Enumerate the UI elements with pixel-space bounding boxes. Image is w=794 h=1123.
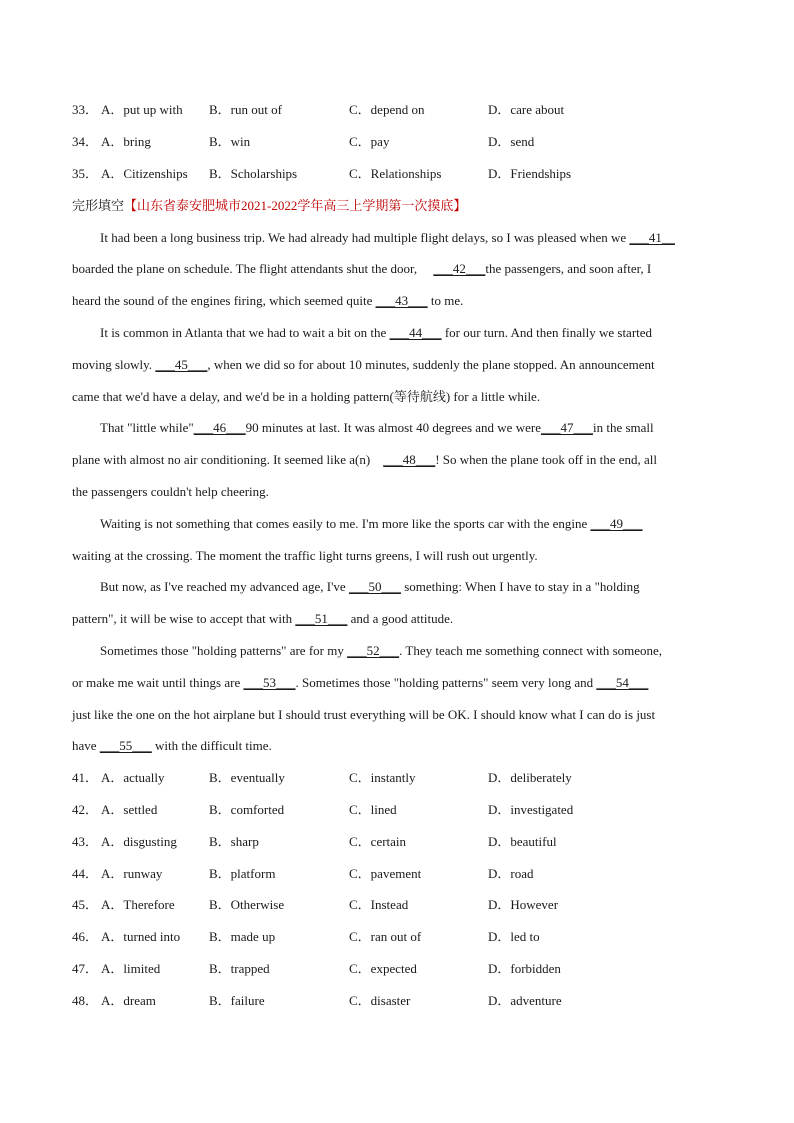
option-b: B．platform xyxy=(209,866,276,881)
blank-46: ___46___ xyxy=(193,420,246,435)
blank-53: ___53___ xyxy=(243,675,296,690)
option-c: C．Relationships xyxy=(349,166,442,181)
option-d: D．send xyxy=(488,134,535,149)
option-d: D．beautiful xyxy=(488,834,557,849)
blank-44: ___44___ xyxy=(389,325,442,340)
option-a: A．Therefore xyxy=(101,897,175,912)
passage-line: Sometimes those "holding patterns" are for my ___52___. They teach me something connect with someone, xyxy=(100,641,722,661)
option-b: B．eventually xyxy=(209,770,285,785)
blank-41: ___41__ xyxy=(629,230,675,245)
question-row-42 xyxy=(72,800,752,820)
option-a: A．dream xyxy=(101,993,156,1008)
option-c: C．expected xyxy=(349,961,417,976)
question-row-34 xyxy=(72,132,752,152)
passage-line: moving slowly. ___45___, when we did so for about 10 minutes, suddenly the plane stopped. An announcement xyxy=(72,355,722,375)
option-b: B．comforted xyxy=(209,802,285,817)
passage-line: boarded the plane on schedule. The flight attendants shut the door, ___42___the passengers, and soon after, I xyxy=(72,259,722,279)
option-c: C．Instead xyxy=(349,897,409,912)
section-source: 【山东省泰安肥城市2021-2022学年高三上学期第一次摸底】 xyxy=(124,198,467,213)
blank-54: ___54___ xyxy=(596,675,649,690)
option-b: B．Scholarships xyxy=(209,166,298,181)
question-number: 46． xyxy=(72,929,99,944)
option-a: A．turned into xyxy=(101,929,181,944)
blank-47: ___47___ xyxy=(540,420,593,435)
question-number: 35． xyxy=(72,166,99,181)
option-d: D．adventure xyxy=(488,993,562,1008)
question-row-45 xyxy=(72,895,752,915)
option-c: C．ran out of xyxy=(349,929,422,944)
section-heading xyxy=(72,196,466,216)
option-a: A．put up with xyxy=(101,102,183,117)
option-b: B．sharp xyxy=(209,834,259,849)
option-c: C．instantly xyxy=(349,770,416,785)
blank-49: ___49___ xyxy=(590,516,643,531)
passage-line: heard the sound of the engines firing, which seemed quite ___43___ to me. xyxy=(72,291,722,311)
option-d: D．forbidden xyxy=(488,961,561,976)
option-a: A．disgusting xyxy=(101,834,177,849)
option-c: C．lined xyxy=(349,802,397,817)
option-d: D．led to xyxy=(488,929,540,944)
option-d: D．road xyxy=(488,866,534,881)
question-number: 42． xyxy=(72,802,99,817)
option-d: D．However xyxy=(488,897,559,912)
question-number: 45． xyxy=(72,897,99,912)
passage-line: came that we'd have a delay, and we'd be in a holding pattern(等待航线) for a little while. xyxy=(72,389,541,404)
option-d: D．investigated xyxy=(488,802,574,817)
passage-line: pattern", it will be wise to accept that with ___51___ and a good attitude. xyxy=(72,609,722,629)
passage-line: That "little while"___46___90 minutes at last. It was almost 40 degrees and we were___47___in the small xyxy=(100,418,722,438)
option-c: C．certain xyxy=(349,834,407,849)
option-c: C．disaster xyxy=(349,993,411,1008)
option-a: A．bring xyxy=(101,134,151,149)
option-b: B．made up xyxy=(209,929,276,944)
option-c: C．pay xyxy=(349,134,390,149)
question-row-43 xyxy=(72,832,752,852)
option-b: B．Otherwise xyxy=(209,897,285,912)
question-number: 44． xyxy=(72,866,99,881)
blank-48: ___48___ xyxy=(383,452,436,467)
passage-line: or make me wait until things are ___53___. Sometimes those "holding patterns" seem very long and ___54___ xyxy=(72,673,722,693)
question-row-33 xyxy=(72,100,752,120)
question-number: 41． xyxy=(72,770,99,785)
option-c: C．pavement xyxy=(349,866,422,881)
option-a: A．limited xyxy=(101,961,161,976)
blank-50: ___50___ xyxy=(348,579,401,594)
passage-line: It had been a long business trip. We had already had multiple flight delays, so I was pleased when we ___41__ xyxy=(100,228,722,248)
blank-43: ___43___ xyxy=(375,293,428,308)
passage-line: It is common in Atlanta that we had to wait a bit on the ___44___ for our turn. And then finally we started xyxy=(100,323,722,343)
blank-55: ___55___ xyxy=(99,738,152,753)
passage-line: waiting at the crossing. The moment the traffic light turns greens, I will rush out urgently. xyxy=(72,548,538,563)
question-number: 33． xyxy=(72,102,99,117)
question-number: 48． xyxy=(72,993,99,1008)
question-row-41 xyxy=(72,768,752,788)
option-a: A．Citizenships xyxy=(101,166,188,181)
passage-line: plane with almost no air conditioning. It seemed like a(n) ___48___! So when the plane took off in the end, all xyxy=(72,450,722,470)
passage-line: just like the one on the hot airplane but I should trust everything will be OK. I should know what I can do is just xyxy=(72,707,656,722)
option-b: B．run out of xyxy=(209,102,282,117)
option-b: B．trapped xyxy=(209,961,270,976)
option-b: B．failure xyxy=(209,993,265,1008)
passage-line: Waiting is not something that comes easily to me. I'm more like the sports car with the engine ___49___ xyxy=(100,514,722,534)
question-number: 43． xyxy=(72,834,99,849)
passage-line: have ___55___ with the difficult time. xyxy=(72,736,722,756)
option-a: A．runway xyxy=(101,866,163,881)
blank-52: ___52___ xyxy=(347,643,400,658)
passage-line: the passengers couldn't help cheering. xyxy=(72,484,269,499)
blank-51: ___51___ xyxy=(295,611,348,626)
option-a: A．settled xyxy=(101,802,158,817)
question-row-47 xyxy=(72,959,752,979)
option-d: D．Friendships xyxy=(488,166,572,181)
option-c: C．depend on xyxy=(349,102,425,117)
blank-42: ___42___ xyxy=(433,261,486,276)
passage-line: But now, as I've reached my advanced age, I've ___50___ something: When I have to stay in a "holding xyxy=(100,577,722,597)
question-row-48 xyxy=(72,991,752,1011)
option-b: B．win xyxy=(209,134,251,149)
blank-45: ___45___ xyxy=(155,357,208,372)
option-d: D．care about xyxy=(488,102,565,117)
question-number: 34． xyxy=(72,134,99,149)
question-number: 47． xyxy=(72,961,99,976)
question-row-35 xyxy=(72,164,752,184)
section-label: 完形填空 xyxy=(72,198,125,213)
question-row-44 xyxy=(72,864,752,884)
question-row-46 xyxy=(72,927,752,947)
option-d: D．deliberately xyxy=(488,770,572,785)
option-a: A．actually xyxy=(101,770,165,785)
